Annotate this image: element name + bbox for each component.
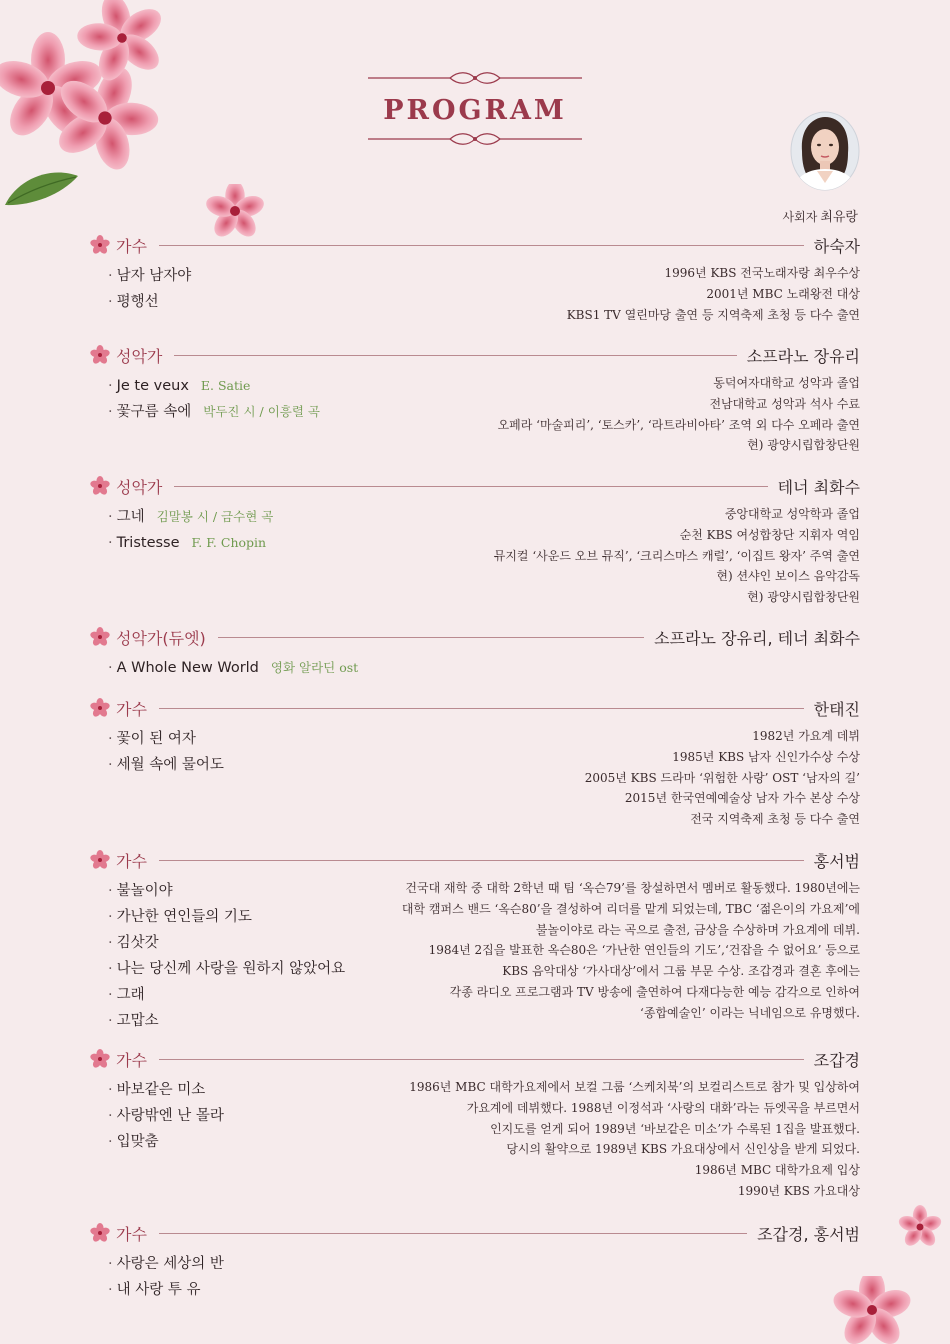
song-item: · 사랑밖엔 난 몰라 [108,1108,224,1124]
bio-line: KBS1 TV 열린마당 출연 등 지역축제 초청 등 다수 출연 [566,307,860,322]
song-title: 김삿갓 [116,935,159,951]
bio-line: 각종 라디오 프로그램과 TV 방송에 출연하여 다재다능한 예능 감각으로 인하여 [449,984,860,999]
bio-line: 건국대 재학 중 대학 2학년 때 팀 ‘옥슨79’를 창설하면서 멤버로 활동했다. 1980년에는 [405,881,860,895]
bio-line: 현) 광양시립합창단원 [747,590,860,605]
section-category: 가수 [116,699,147,719]
section-header [90,696,860,720]
song-title: 사랑은 세상의 반 [116,1256,224,1272]
song-title: 남자 남자야 [116,268,192,284]
bio-line: 중앙대학교 성악학과 졸업 [724,507,860,521]
bio-line: 2015년 한국연예예술상 남자 가수 본상 수상 [624,791,860,806]
bio-line: 인지도를 얻게 되어 1989년 ‘바보같은 미소’가 수록된 1집을 발표했다. [490,1121,860,1136]
section-header [90,848,860,872]
section-header [90,1047,860,1071]
song-list [108,1251,488,1303]
performer-bio [340,373,860,456]
cherry-blossom-small-top [203,184,267,238]
section-header [90,233,860,257]
bio-line: ‘종합예술인’ 이라는 닉네임으로 유명했다. [640,1005,860,1020]
song-item: · 남자 남자야 [108,268,192,284]
section-divider [174,486,767,487]
section-performer: 소프라노 장유리, 테너 최화수 [654,628,860,648]
bio-line: 2001년 MBC 노래왕전 대상 [706,286,860,301]
bio-line: 1982년 가요계 데뷔 [752,729,860,743]
host-label: 사회자 [782,210,818,224]
song-list [108,655,488,681]
section-header [90,474,860,498]
song-item: · 나는 당신께 사랑을 원하지 않았어요 [108,961,346,977]
section-performer: 테너 최화수 [777,477,860,497]
bio-line: 1985년 KBS 남자 신인가수상 수상 [672,749,860,764]
blossom-icon [90,1223,110,1243]
host-caption [783,206,858,225]
song-title: 꽃구름 속에 [116,404,192,420]
program-section-6 [90,848,860,1038]
section-performer: 소프라노 장유리 [746,346,860,366]
performer-bio [340,1077,860,1202]
song-item: · Je te veux E. Satie [108,378,251,394]
song-title: 평행선 [116,294,159,310]
song-title: 가난한 연인들의 기도 [116,909,252,925]
bio-line: 1996년 KBS 전국노래자랑 최우수상 [664,266,860,280]
song-item: · 입맞춤 [108,1134,159,1150]
song-item: · 내 사랑 투 유 [108,1282,201,1298]
section-performer: 조갑경 [813,1050,860,1070]
blossom-icon [90,850,110,870]
section-divider [159,860,804,861]
section-divider [159,245,804,246]
bio-line: 오페라 ‘마술피리’, ‘토스카’, ‘라트라비아타’ 조역 외 다수 오페라 출연 [497,417,860,432]
section-header [90,1221,860,1245]
bio-line: 현) 션샤인 보이스 음악감독 [716,569,860,584]
song-title: 바보같은 미소 [116,1082,206,1098]
bio-line: 1984년 2집을 발표한 옥슨80은 ‘가난한 연인들의 기도’,‘건잡을 수 없어요’ 등으로 [428,943,860,958]
song-title: 세월 속에 물어도 [116,757,224,773]
song-title: 그네 [116,509,145,525]
section-header [90,625,860,649]
bio-line: 전국 지역축제 초청 등 다수 출연 [690,812,860,827]
section-divider [218,637,644,638]
performer-bio [340,878,860,1024]
ornament-top [368,70,582,86]
bio-line: 동덕여자대학교 성악과 졸업 [713,376,860,390]
song-item: · 불놀이야 [108,883,173,899]
bio-line: 1990년 KBS 가요대상 [737,1183,860,1198]
song-item: · 그네 김말봉 시 / 금수현 곡 [108,509,274,525]
song-item: · 바보같은 미소 [108,1082,206,1098]
bio-line: KBS 음악대상 ‘가사대상’에서 그룹 부문 수상. 조갑경과 결혼 후에는 [502,964,860,979]
bio-line: 1986년 MBC 대학가요제에서 보컬 그룹 ‘스케치북’의 보컬리스트로 참가 및 입상하여 [409,1080,860,1094]
song-title: Je te veux [116,378,189,394]
ornament-bottom [368,131,582,147]
song-note: E. Satie [200,378,251,393]
host-photo [790,111,860,191]
performer-bio [340,726,860,830]
section-performer: 홍서범 [813,851,860,871]
song-title: 내 사랑 투 유 [116,1282,201,1298]
section-divider [159,708,804,709]
song-item: · 사랑은 세상의 반 [108,1256,224,1272]
song-item: · 그래 [108,987,145,1003]
blossom-icon [90,698,110,718]
song-item: · 가난한 연인들의 기도 [108,909,252,925]
song-note: 박두진 시 / 이흥렬 곡 [203,404,320,419]
blossom-icon [90,476,110,496]
program-section-1 [90,233,860,333]
bio-line: 1986년 MBC 대학가요제 입상 [694,1163,860,1178]
section-divider [159,1059,804,1060]
program-section-3 [90,474,860,614]
section-category: 가수 [116,1224,147,1244]
page-title: PROGRAM [383,95,567,126]
song-item: · 꽃이 된 여자 [108,731,196,747]
song-note: 김말봉 시 / 금수현 곡 [156,509,274,524]
program-section-5 [90,696,860,836]
song-title: 사랑밖엔 난 몰라 [116,1108,224,1124]
bio-line: 순천 KBS 여성합창단 지휘자 역임 [679,527,860,542]
song-title: 그래 [116,987,145,1003]
program-section-7 [90,1047,860,1207]
section-category: 성악가 [116,477,163,497]
song-title: A Whole New World [116,660,259,676]
performer-bio [340,504,860,608]
song-title: 꽃이 된 여자 [116,731,196,747]
bio-line: 당시의 활약으로 1989년 KBS 가요대상에서 신인상을 받게 되었다. [506,1142,860,1157]
song-title: 고맙소 [116,1013,159,1029]
song-title: Tristesse [116,535,180,551]
song-item: · 평행선 [108,294,159,310]
section-performer: 한태진 [813,699,860,719]
section-performer: 조갑경, 홍서범 [757,1224,860,1244]
song-note: 영화 알라딘 ost [270,660,359,675]
song-item: · 세월 속에 물어도 [108,757,224,773]
blossom-icon [90,1049,110,1069]
program-section-2 [90,343,860,463]
program-section-4 [90,625,860,685]
song-note: F. F. Chopin [191,535,267,550]
song-item: · 고맙소 [108,1013,159,1029]
song-title: 나는 당신께 사랑을 원하지 않았어요 [116,961,346,977]
section-header [90,343,860,367]
bio-line: 2005년 KBS 드라마 ‘위험한 사랑’ OST ‘남자의 길’ [584,770,860,785]
song-title: 입맞춤 [116,1134,159,1150]
section-category: 가수 [116,851,147,871]
bio-line: 불놀이야로 라는 곡으로 출전, 금상을 수상하며 가요계에 데뷔. [535,922,860,937]
section-category: 가수 [116,236,147,256]
song-item: · A Whole New World 영화 알라딘 ost [108,660,359,676]
bio-line: 현) 광양시립합창단원 [747,438,860,453]
bio-line: 대학 캠퍼스 밴드 ‘옥슨80’을 결성하여 리더를 맡게 되었는데, TBC ‘젊은이의 가요제’에 [401,901,860,916]
section-divider [159,1233,747,1234]
bio-line: 가요계에 데뷔했다. 1988년 이정석과 ‘사랑의 대화’라는 듀엣곡을 부르면서 [466,1100,860,1115]
host-name: 최유랑 [820,210,858,225]
performer-bio [340,263,860,325]
song-item: · 김삿갓 [108,935,159,951]
blossom-icon [90,345,110,365]
bio-line: 뮤지컬 ‘사운드 오브 뮤직’, ‘크리스마스 캐럴’, ‘이집트 왕자’ 주역 출연 [493,548,860,563]
song-title: 불놀이야 [116,883,173,899]
section-divider [174,355,736,356]
blossom-icon [90,627,110,647]
section-category: 성악가 [116,346,163,366]
section-performer: 하숙자 [813,236,860,256]
section-category: 가수 [116,1050,147,1070]
program-section-8 [90,1221,860,1311]
song-item: · Tristesse F. F. Chopin [108,535,267,551]
section-category: 성악가(듀엣) [116,628,206,648]
blossom-icon [90,235,110,255]
song-item: · 꽃구름 속에 박두진 시 / 이흥렬 곡 [108,404,320,420]
cherry-blossom-right-middle [898,1205,942,1249]
bio-line: 전남대학교 성악과 석사 수료 [709,396,860,411]
